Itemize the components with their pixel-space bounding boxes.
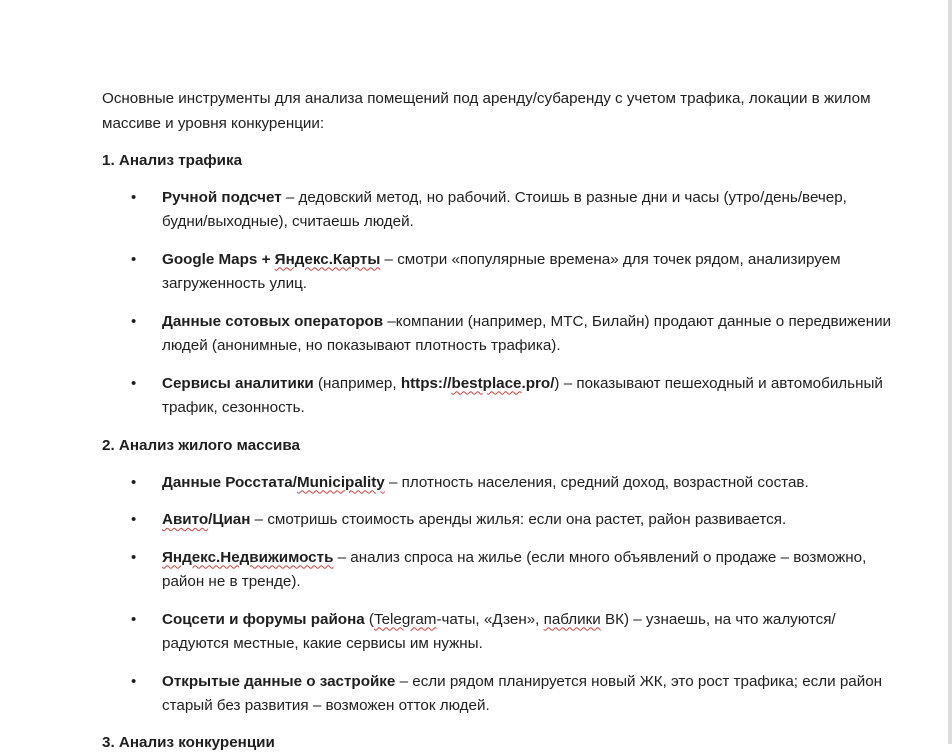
item-text: ) – показывают пешеходный и автомобильный трафик, сезонность. <box>162 374 883 416</box>
bullet-icon: • <box>131 312 137 330</box>
bold-term: Яндекс.Карты <box>274 250 381 268</box>
list-item <box>102 310 892 359</box>
bold-term: Открытые данные о застройке <box>162 672 396 690</box>
list-item <box>102 471 892 496</box>
list-item <box>102 372 892 421</box>
section-traffic <box>102 149 892 421</box>
item-text: (например, <box>313 374 401 392</box>
bold-term: https:// <box>400 374 452 392</box>
bold-term: /Циан <box>208 511 251 528</box>
bullet-icon: • <box>131 610 137 628</box>
bullet-list <box>102 186 892 421</box>
bullet-icon: • <box>131 374 137 392</box>
section-residential <box>102 434 892 719</box>
section-heading: 1. Анализ трафика <box>102 151 243 169</box>
list-item <box>102 248 892 297</box>
list-item <box>102 186 892 235</box>
list-item <box>102 508 892 533</box>
bold-term: Данные Росстата/ <box>162 473 297 491</box>
item-text: -чаты, «Дзен», <box>436 610 544 628</box>
bold-term: Сервисы аналитики <box>162 374 314 392</box>
item-text: – смотри «популярные времена» для точек рядом, анализируем загруженность улиц. <box>162 250 841 292</box>
item-text: – если рядом планируется новый ЖК, это рост трафика; если район старый без развития – возможен отток людей. <box>162 672 883 714</box>
bullet-icon: • <box>131 511 137 528</box>
bold-term: Соцсети и форумы района <box>162 610 365 628</box>
item-text: паблики <box>543 610 601 628</box>
bullet-icon: • <box>131 473 137 491</box>
item-text: –компании (например, МТС, Билайн) продают данные о передвижении людей (анонимные, но показывают плотность трафика). <box>162 312 892 354</box>
bold-term: Авито <box>162 511 209 528</box>
item-text: – смотришь стоимость аренды жилья: если она растет, район развивается. <box>250 511 787 528</box>
list-item <box>102 608 892 657</box>
page-edge-shadow <box>948 0 952 744</box>
list-item <box>102 546 892 595</box>
bullet-icon: • <box>131 548 137 566</box>
item-text: Telegram <box>373 610 437 628</box>
list-item <box>102 670 892 719</box>
item-text: ( <box>364 610 374 628</box>
bold-term: Municipality <box>296 473 385 491</box>
section-heading-competition: 3. Анализ конкуренции <box>102 734 275 751</box>
bold-term: Google Maps + <box>162 250 275 268</box>
bullet-icon: • <box>131 250 137 268</box>
bullet-icon: • <box>131 188 137 206</box>
bullet-list <box>102 471 892 719</box>
document-body[interactable] <box>102 87 892 732</box>
item-text: – анализ спроса на жилье (если много объявлений о продаже – возможно, район не в тренде). <box>162 548 867 590</box>
bullet-icon: • <box>131 672 137 690</box>
section-heading: 2. Анализ жилого массива <box>102 436 300 454</box>
bold-term: bestplace <box>451 374 522 392</box>
bold-term: Ручной подсчет <box>162 188 282 206</box>
intro-paragraph: Основные инструменты для анализа помещений под аренду/субаренду с учетом трафика, локации в жилом массиве и уровня конкуренции: <box>102 90 871 132</box>
item-text: ВК) – узнаешь, на что жалуются/радуются местные, какие сервисы им нужны. <box>162 610 836 652</box>
bold-term: Данные сотовых операторов <box>162 312 384 330</box>
item-text: – дедовский метод, но рабочий. Стоишь в разные дни и часы (утро/день/вечер, будни/выходные), считаешь людей. <box>162 188 847 230</box>
bold-term: .pro/ <box>521 374 555 392</box>
bold-term: Яндекс.Недвижимость <box>162 548 334 566</box>
item-text: – плотность населения, средний доход, возрастной состав. <box>384 473 809 491</box>
